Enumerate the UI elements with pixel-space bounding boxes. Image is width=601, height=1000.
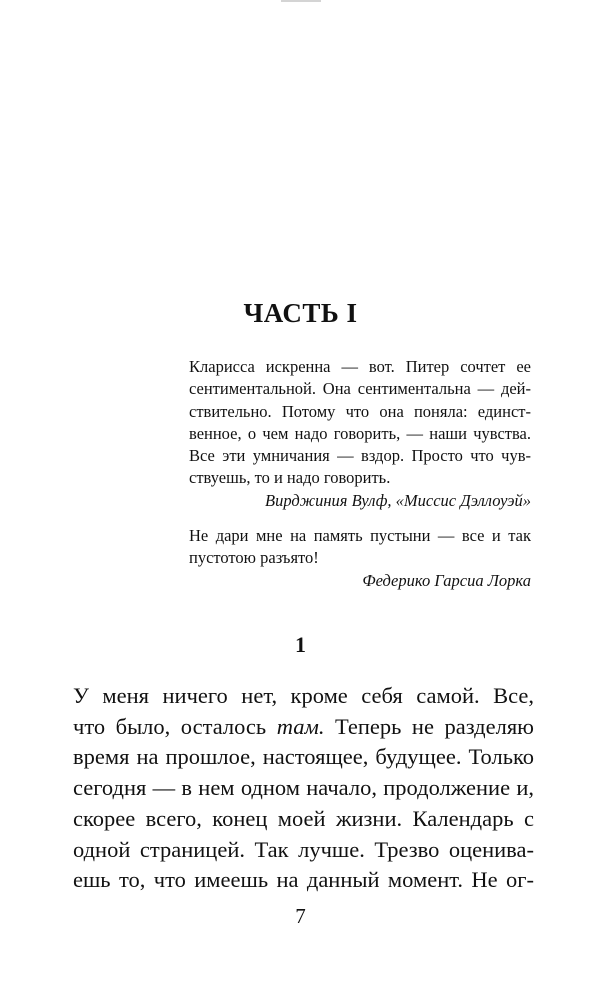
body-line-emphasis: там.: [276, 713, 325, 739]
epigraph-line: Кларисса искренна — вот. Питер сочтет ее: [189, 357, 531, 376]
part-title: ЧАСТЬ I: [243, 298, 358, 328]
epigraph-line: Не дари мне на память пустыни — все и так: [189, 526, 531, 545]
body-line: У меня ничего нет, кроме себя самой. Все,: [73, 683, 534, 708]
epigraph-attribution: Вирджиния Вулф, «Миссис Дэллоуэй»: [265, 490, 531, 510]
epigraph-line: Все эти умничания — вздор. Просто что чув-: [189, 446, 531, 466]
top-scan-mark: [281, 0, 321, 2]
body-line: скорее всего, конец моей жизни. Календарь с: [73, 805, 534, 831]
epigraph-lorca: [189, 525, 531, 592]
body-line: сегодня — в нем одном начало, продолжение и,: [73, 775, 534, 801]
page-number: 7: [295, 904, 306, 928]
body-line: время на прошлое, настоящее, будущее. Только: [73, 744, 534, 770]
epigraph-woolf: [189, 356, 531, 512]
body-line: ешь то, что имеешь на данный момент. Не ог-: [73, 867, 534, 893]
body-line-part: Теперь не разделяю: [334, 713, 534, 739]
body-text: [73, 681, 534, 896]
body-line-part: что было, осталось: [73, 713, 267, 739]
body-line: одной страницей. Так лучше. Трезво оценива-: [73, 836, 534, 862]
epigraph-line: пустотою разъято!: [189, 548, 319, 568]
epigraph-line: ствительно. Потому что она поняла: единст-: [189, 401, 531, 421]
body-line: [73, 712, 534, 743]
chapter-number: 1: [295, 632, 306, 657]
epigraph-attribution: Федерико Гарсиа Лорка: [362, 570, 531, 590]
epigraph-line: ствуешь, то и надо говорить.: [189, 468, 391, 488]
epigraph-line: венное, о чем надо говорить, — наши чувства.: [189, 423, 531, 443]
epigraph-line: сентиментальной. Она сентиментальна — дей-: [189, 379, 531, 399]
